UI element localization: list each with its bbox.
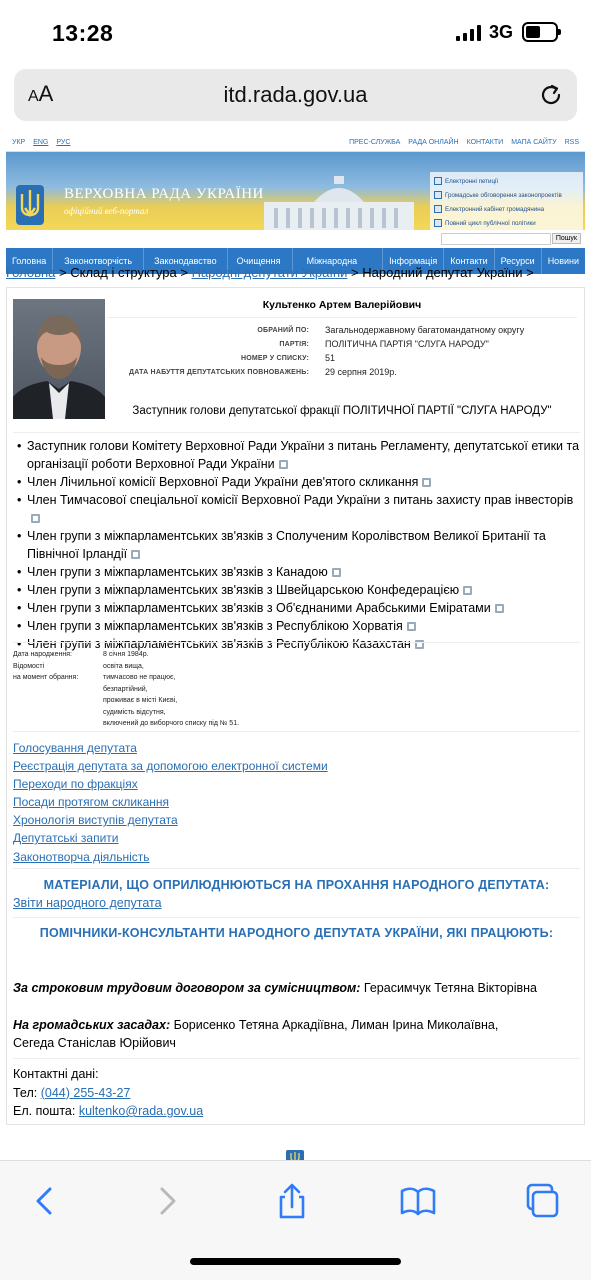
meta-row: ОБРАНИЙ ПО: Загальнодержавному багатомандатному округу (257, 325, 525, 335)
divider (107, 317, 577, 318)
meta-row: НОМЕР У СПИСКУ: 51 (240, 353, 336, 363)
phone-link[interactable]: (044) 255-43-27 (40, 1085, 131, 1100)
volunteer-names: Сегеда Станіслав Юрійович (13, 1036, 176, 1050)
rada-online-link[interactable]: РАДА ОНЛАЙН (408, 139, 459, 146)
menu-item-legislation[interactable]: Законодавство (144, 248, 228, 274)
cabinet-icon (434, 205, 442, 213)
top-navigation (6, 134, 585, 152)
menu-item-home[interactable]: Головна (6, 248, 53, 274)
assistants-title: ПОМІЧНИКИ-КОНСУЛЬТАНТИ НАРОДНОГО ДЕПУТАТА УКРАЇНИ, ЯКІ ПРАЦЮЮТЬ: (39, 926, 554, 940)
contacts-label: Контактні дані: (13, 1067, 99, 1081)
reports-link[interactable]: Звіти народного депутата (13, 896, 162, 910)
menu-item-news[interactable]: Новини (547, 256, 579, 266)
divider (13, 917, 580, 918)
materials-title: МАТЕРІАЛИ, ЩО ОПРИЛЮДНЮЮТЬСЯ НА ПРОХАННЯ НАРОДНОГО ДЕПУТАТА: (43, 878, 550, 892)
parliament-building-image (254, 172, 424, 230)
external-link-icon[interactable] (407, 622, 416, 631)
battery-icon (522, 22, 558, 42)
list-item[interactable]: • Член групи з міжпарламентських зв'язків з Республікою Казахстан (17, 635, 582, 653)
external-link-icon[interactable] (332, 568, 341, 577)
services-panel (430, 172, 583, 230)
deputy-links (13, 739, 573, 866)
clock: 13:28 (52, 20, 114, 46)
contract-assistants (13, 979, 573, 997)
citizen-cabinet-link[interactable]: Електронний кабінет громадянина (434, 204, 583, 214)
policy-cycle-link[interactable]: Повний цикл публічної політики (434, 218, 583, 228)
breadcrumb-deputies[interactable]: Народні депутати України (191, 265, 348, 280)
info-label: на момент обрання: (13, 674, 79, 681)
deputy-card (6, 287, 585, 1125)
reload-icon[interactable] (537, 81, 565, 109)
address-bar[interactable] (14, 69, 577, 121)
divider (13, 731, 580, 732)
volunteer-names: Борисенко Тетяна Аркадіївна, Лиман Ірина Миколаївна, (173, 1018, 499, 1032)
divider (13, 868, 580, 869)
deputy-name: Культенко Артем Валерійович (262, 299, 422, 311)
public-discussion-link[interactable]: Громадське обговорення законопроектів (434, 190, 583, 200)
status-bar (0, 0, 591, 64)
divider (13, 642, 580, 643)
external-link-icon[interactable] (131, 550, 140, 559)
email-label: Ел. пошта: (13, 1104, 76, 1118)
lang-eng[interactable]: ENG (33, 139, 49, 146)
info-line: проживає в місті Києві, (103, 697, 178, 704)
deputy-meta (107, 323, 577, 379)
meta-row: ПАРТІЯ: ПОЛІТИЧНА ПАРТІЯ "СЛУГА НАРОДУ" (279, 339, 489, 349)
memberships-list (17, 437, 582, 653)
list-item[interactable]: • Член групи з міжпарламентських зв'язків з Сполученим Королівством Великої Британії та Північної Ірландії (17, 527, 582, 563)
menu-item-contacts[interactable]: Контакти (444, 248, 494, 274)
requests-link[interactable]: Депутатські запити (13, 831, 119, 846)
menu-item-resources[interactable]: Ресурси (495, 248, 542, 274)
bookmarks-icon[interactable] (398, 1181, 438, 1221)
search-input[interactable] (441, 233, 551, 245)
list-item[interactable]: • Член групи з міжпарламентських зв'язків з Канадою (17, 563, 582, 581)
signal-icon (456, 25, 481, 41)
divider (13, 432, 580, 433)
external-link-icon[interactable] (31, 514, 40, 523)
search-button[interactable]: Пошук (552, 233, 581, 244)
site-banner (6, 152, 585, 230)
info-line: включений до виборчого списку під № 51. (103, 720, 240, 727)
lawmaking-link[interactable]: Законотворча діяльність (13, 849, 150, 864)
site-header (6, 134, 585, 292)
list-item[interactable]: • Член Лічильної комісії Верховної Ради України дев'ятого скликання (17, 473, 582, 491)
info-label: Відомості (13, 662, 45, 670)
contacts-link[interactable]: КОНТАКТИ (466, 139, 504, 146)
email-link[interactable]: kultenko@rada.gov.ua (78, 1104, 204, 1118)
url-text[interactable]: itd.rada.gov.ua (223, 82, 368, 107)
rss-link[interactable]: RSS (564, 139, 579, 146)
network-type: 3G (489, 22, 514, 42)
votes-link[interactable]: Голосування депутата (13, 741, 137, 755)
faction-changes-link[interactable]: Переходи по фракціях (13, 777, 138, 792)
info-line: безпартійний, (103, 685, 148, 693)
external-link-icon[interactable] (463, 586, 472, 595)
search-row (6, 230, 585, 248)
list-item[interactable]: • Член Тимчасової спеціальної комісії Верховної Ради України з питань захисту прав інвесторів (17, 491, 582, 527)
menu-item-lustration[interactable]: Очищення влади (228, 248, 293, 274)
menu-item-international[interactable]: Міжнародна діяльність (293, 248, 383, 274)
press-link[interactable]: ПРЕС-СЛУЖБА (349, 139, 401, 146)
contract-names: Герасимчук Тетяна Вікторівна (363, 981, 538, 995)
deputy-photo (13, 299, 105, 419)
external-link-icon[interactable] (279, 460, 288, 469)
policy-icon (434, 219, 442, 227)
tabs-icon[interactable] (522, 1181, 562, 1221)
external-link-icon[interactable] (422, 478, 431, 487)
share-icon[interactable] (272, 1181, 312, 1221)
lang-ukr[interactable]: УКР (12, 139, 26, 146)
site-title[interactable]: ВЕРХОВНА РАДА УКРАЇНИ (64, 186, 264, 202)
list-item[interactable]: • Член групи з міжпарламентських зв'язків з Об'єднаними Арабськими Еміратами (17, 599, 582, 617)
contacts (13, 1065, 573, 1121)
menu-item-information[interactable]: Інформація (383, 248, 444, 274)
info-line: судимість відсутня, (103, 708, 166, 716)
divider (13, 1058, 580, 1059)
list-item[interactable]: • Член групи з міжпарламентських зв'язків з Швейцарською Конфедерацією (17, 581, 582, 599)
back-icon[interactable] (24, 1181, 64, 1221)
forward-icon[interactable] (148, 1181, 188, 1221)
faction-role: Заступник голови депутатської фракції ПОЛІТИЧНОЇ ПАРТІЇ "СЛУГА НАРОДУ" (132, 405, 552, 417)
discussion-icon (434, 191, 442, 199)
info-line: освіта вища, (103, 662, 144, 670)
petition-icon (434, 177, 442, 185)
petitions-link[interactable]: Електронні петиції (434, 176, 583, 186)
menu-item-lawmaking[interactable]: Законотворчість (53, 248, 144, 274)
positions-link[interactable]: Посади протягом скликання (13, 795, 169, 810)
list-item[interactable]: • Член групи з міжпарламентських зв'язків з Республікою Хорватія (17, 617, 582, 635)
phone-label: Тел: (13, 1085, 38, 1100)
home-indicator (190, 1258, 401, 1265)
breadcrumb: Головна > Склад і структура > Народні депутати України > Народний депутат України > (6, 265, 534, 280)
birth-value: 8 січня 1984р. (103, 651, 149, 658)
volunteer-assistants (13, 1016, 573, 1052)
volunteer-label: На громадських засадах: (13, 1018, 171, 1032)
external-link-icon[interactable] (495, 604, 504, 613)
trident-logo[interactable] (15, 184, 45, 226)
info-line: тимчасово не працює, (103, 674, 176, 681)
meta-row: ДАТА НАБУТТЯ ДЕПУТАТСЬКИХ ПОВНОВАЖЕНЬ: 29 серпня 2019р. (129, 367, 397, 377)
sitemap-link[interactable]: МАПА САЙТУ (511, 139, 557, 146)
lang-rus[interactable]: РУС (56, 139, 71, 146)
breadcrumb-home[interactable]: Головна (6, 265, 56, 280)
birth-label: Дата народження: (13, 651, 72, 658)
registration-link[interactable]: Реєстрація депутата за допомогою електронної системи (13, 759, 328, 774)
list-item[interactable]: • Заступник голови Комітету Верховної Ради України з питань Регламенту, депутатської етики та організації роботи Верховної Ради України (17, 437, 582, 473)
text-size-button[interactable]: AA (28, 81, 54, 106)
site-subtitle: офіційний веб-портал (64, 206, 149, 216)
speeches-link[interactable]: Хронологія виступів депутата (13, 813, 178, 828)
contract-label: За строковим трудовим договором за сумісництвом: (13, 981, 361, 995)
